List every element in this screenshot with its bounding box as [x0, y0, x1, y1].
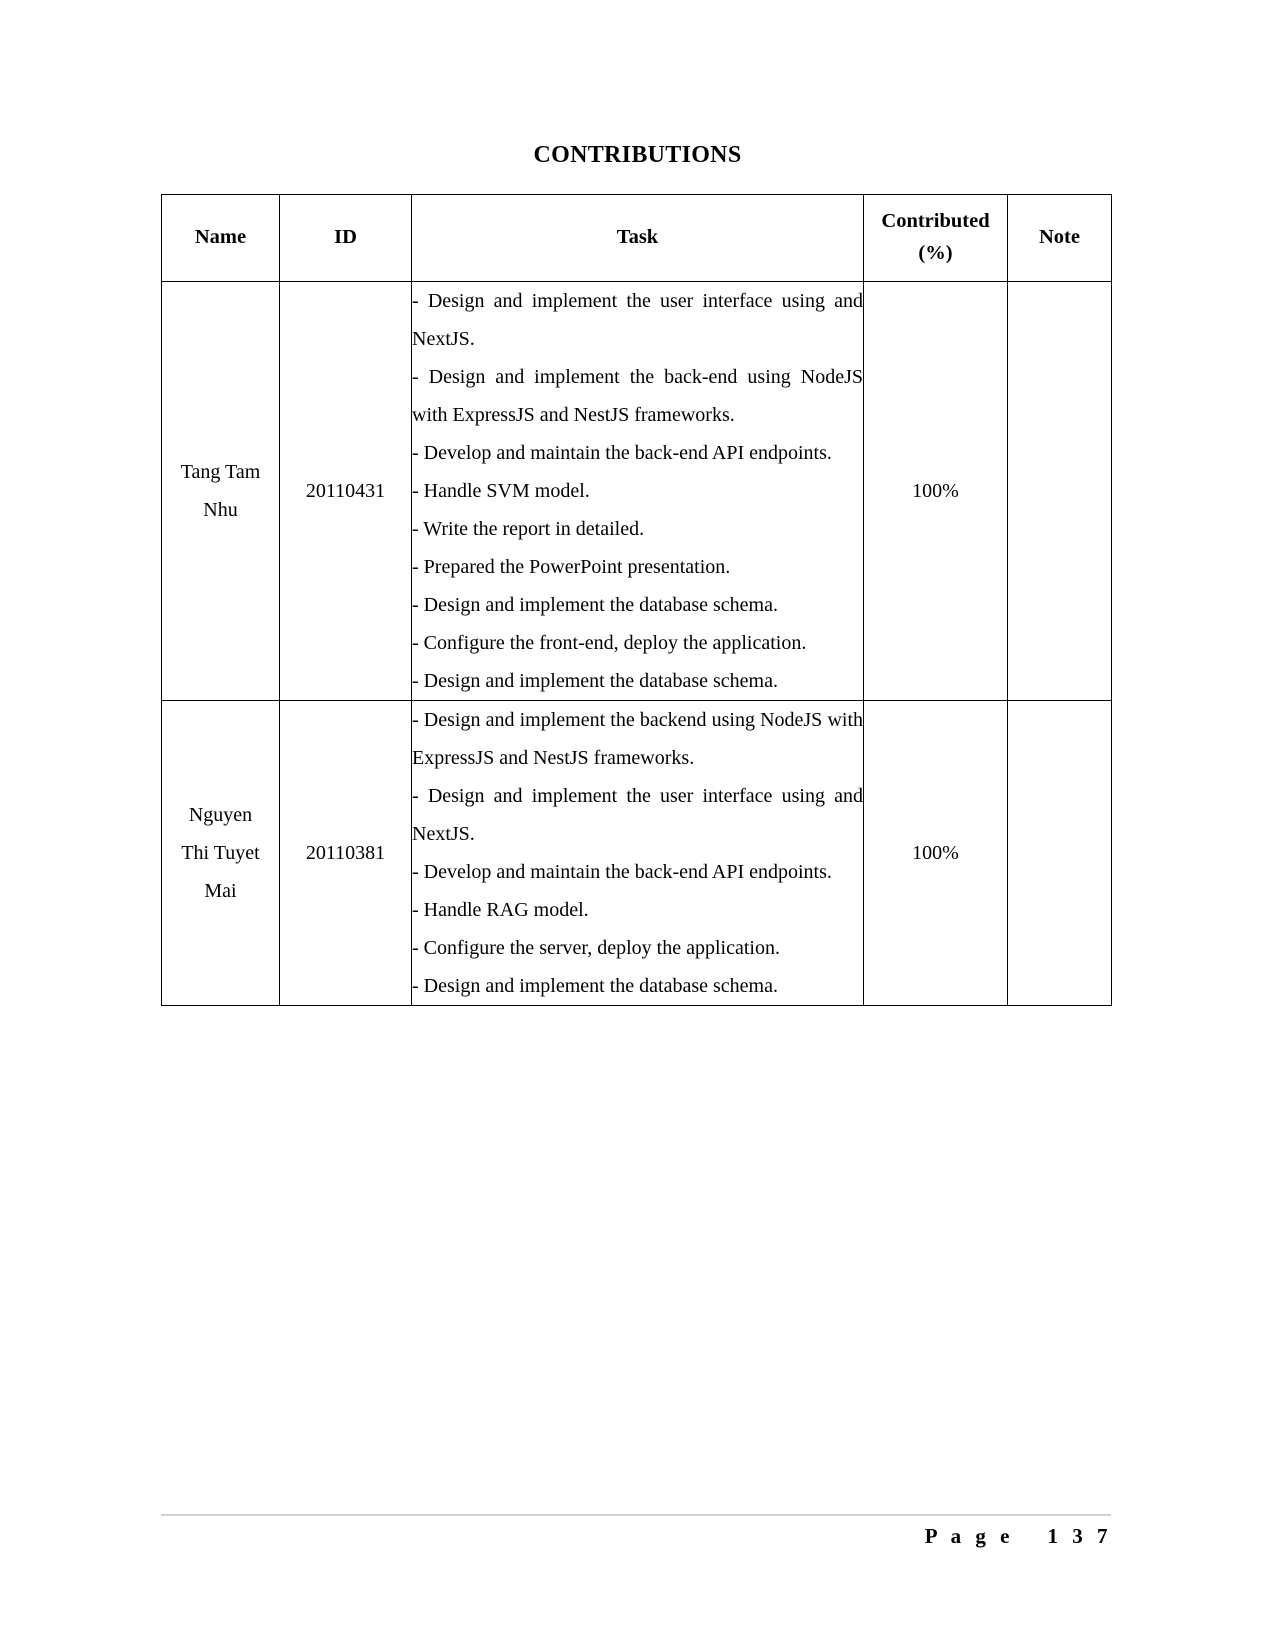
contributions-table-wrapper: [161, 194, 1111, 1006]
cell-note: [1008, 282, 1112, 701]
column-header-contributed-line2: (%): [918, 242, 953, 264]
contributions-table: [161, 194, 1112, 1006]
table-row: [162, 701, 1112, 1006]
name-line: Mai: [204, 880, 237, 902]
cell-name: [162, 701, 280, 1006]
cell-task: [412, 282, 864, 701]
footer-page-label: P a g e: [924, 1524, 1014, 1548]
task-item: - Design and implement the database schema.: [412, 670, 778, 692]
task-item: - Configure the front-end, deploy the application.: [412, 632, 807, 654]
task-item: - Design and implement the database schema.: [412, 594, 778, 616]
task-item: - Handle SVM model.: [412, 480, 590, 502]
cell-name: [162, 282, 280, 701]
footer-page-number: 1 3 7: [1047, 1524, 1112, 1548]
cell-contributed-percent: 100%: [864, 282, 1008, 701]
task-item: - Develop and maintain the back-end API endpoints.: [412, 442, 832, 464]
cell-id: 20110431: [280, 282, 412, 701]
task-item: - Design and implement the backend using NodeJS with ExpressJS and NestJS frameworks.: [412, 709, 863, 769]
task-item: - Configure the server, deploy the application.: [412, 937, 780, 959]
column-header-note: Note: [1008, 195, 1112, 282]
task-item: - Design and implement the back-end using NodeJS with ExpressJS and NestJS frameworks.: [412, 366, 863, 426]
cell-contributed-percent: 100%: [864, 701, 1008, 1006]
task-item: - Prepared the PowerPoint presentation.: [412, 556, 731, 578]
column-header-name: Name: [162, 195, 280, 282]
name-line: Nhu: [203, 499, 238, 521]
column-header-contributed: [864, 195, 1008, 282]
task-item: - Develop and maintain the back-end API endpoints.: [412, 861, 832, 883]
cell-id: 20110381: [280, 701, 412, 1006]
table-row: [162, 282, 1112, 701]
table-body: [162, 282, 1112, 1006]
table-header-row: [162, 195, 1112, 282]
name-line: Thi Tuyet: [181, 842, 260, 864]
task-item: - Design and implement the database schema.: [412, 975, 778, 997]
task-item: - Design and implement the user interface using and NextJS.: [412, 785, 863, 845]
cell-task: [412, 701, 864, 1006]
name-line: Nguyen: [188, 804, 253, 826]
column-header-id: ID: [280, 195, 412, 282]
task-item: - Write the report in detailed.: [412, 518, 645, 540]
task-item: - Handle RAG model.: [412, 899, 589, 921]
task-item: - Design and implement the user interface using and NextJS.: [412, 290, 863, 350]
footer-page-indicator: [925, 1524, 1112, 1549]
column-header-contributed-line1: Contributed: [881, 210, 990, 233]
cell-note: [1008, 701, 1112, 1006]
table-header: [162, 195, 1112, 282]
name-line: Tang Tam: [180, 461, 261, 483]
column-header-task: Task: [412, 195, 864, 282]
footer-divider: [161, 1514, 1111, 1516]
page-title: CONTRIBUTIONS: [533, 142, 742, 168]
